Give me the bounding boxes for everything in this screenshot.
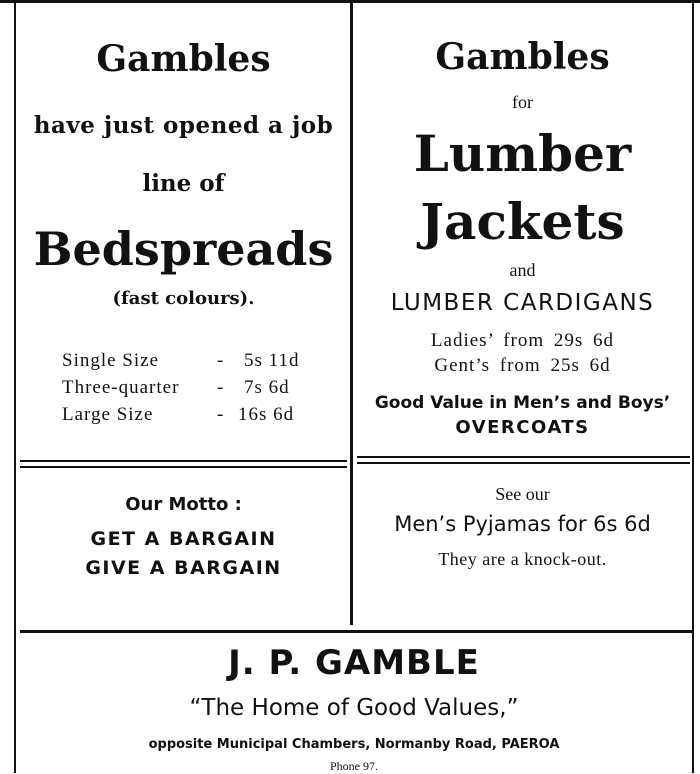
lumber-cardigans: LUMBER CARDIGANS <box>390 290 655 316</box>
price-size: Single Size <box>62 350 160 371</box>
price-row <box>62 377 347 404</box>
and-label: and <box>509 260 536 280</box>
motto-label: Our Motto : <box>125 494 242 515</box>
price-size: Three-quarter <box>62 377 180 398</box>
motto-line2: GIVE A BARGAIN <box>85 557 282 579</box>
good-value-line: Good Value in Men’s and Boys’ <box>374 393 671 413</box>
right-double-rule-bottom <box>357 462 690 464</box>
see-our-label: See our <box>495 484 550 504</box>
price-dash: - <box>217 404 225 425</box>
price-dash: - <box>217 350 225 371</box>
price-dash: - <box>217 377 225 398</box>
gents-price: Gent’s from 25s 6d <box>434 355 611 376</box>
bedspreads-title: Bedspreads <box>33 222 334 276</box>
left-line1: have just opened a job <box>33 112 334 139</box>
motto-line1: GET A BARGAIN <box>90 528 277 550</box>
price-value: 16s 6d <box>238 404 295 425</box>
price-size: Large Size <box>62 404 154 425</box>
bedspreads-note: (fast colours). <box>112 288 255 309</box>
price-row <box>62 350 347 377</box>
store-phone: Phone 97. <box>330 759 378 773</box>
left-line2: line of <box>142 170 225 197</box>
for-label: for <box>512 92 533 112</box>
knockout-line: They are a knock-out. <box>438 549 607 569</box>
bedspread-price-list <box>62 350 347 431</box>
lumber-title: Lumber <box>413 124 632 183</box>
price-value: 5s 11d <box>244 350 300 371</box>
ladies-price: Ladies’ from 29s 6d <box>430 330 615 351</box>
price-row <box>62 404 347 431</box>
right-heading: Gambles <box>435 36 610 78</box>
store-slogan: “The Home of Good Values,” <box>189 695 519 721</box>
right-double-rule-top <box>357 456 690 458</box>
left-heading: Gambles <box>96 38 271 80</box>
footer-rule <box>20 630 692 633</box>
jackets-title: Jackets <box>420 192 625 251</box>
left-double-rule-top <box>20 460 347 462</box>
price-value: 7s 6d <box>244 377 290 398</box>
left-double-rule-bottom <box>20 466 347 468</box>
store-address: opposite Municipal Chambers, Normanby Road, PAEROA <box>148 737 560 752</box>
store-name: J. P. GAMBLE <box>228 643 480 683</box>
pyjamas-offer: Men’s Pyjamas for 6s 6d <box>394 512 651 536</box>
column-divider <box>350 0 353 625</box>
overcoats-label: OVERCOATS <box>455 417 590 438</box>
right-border <box>692 0 694 773</box>
